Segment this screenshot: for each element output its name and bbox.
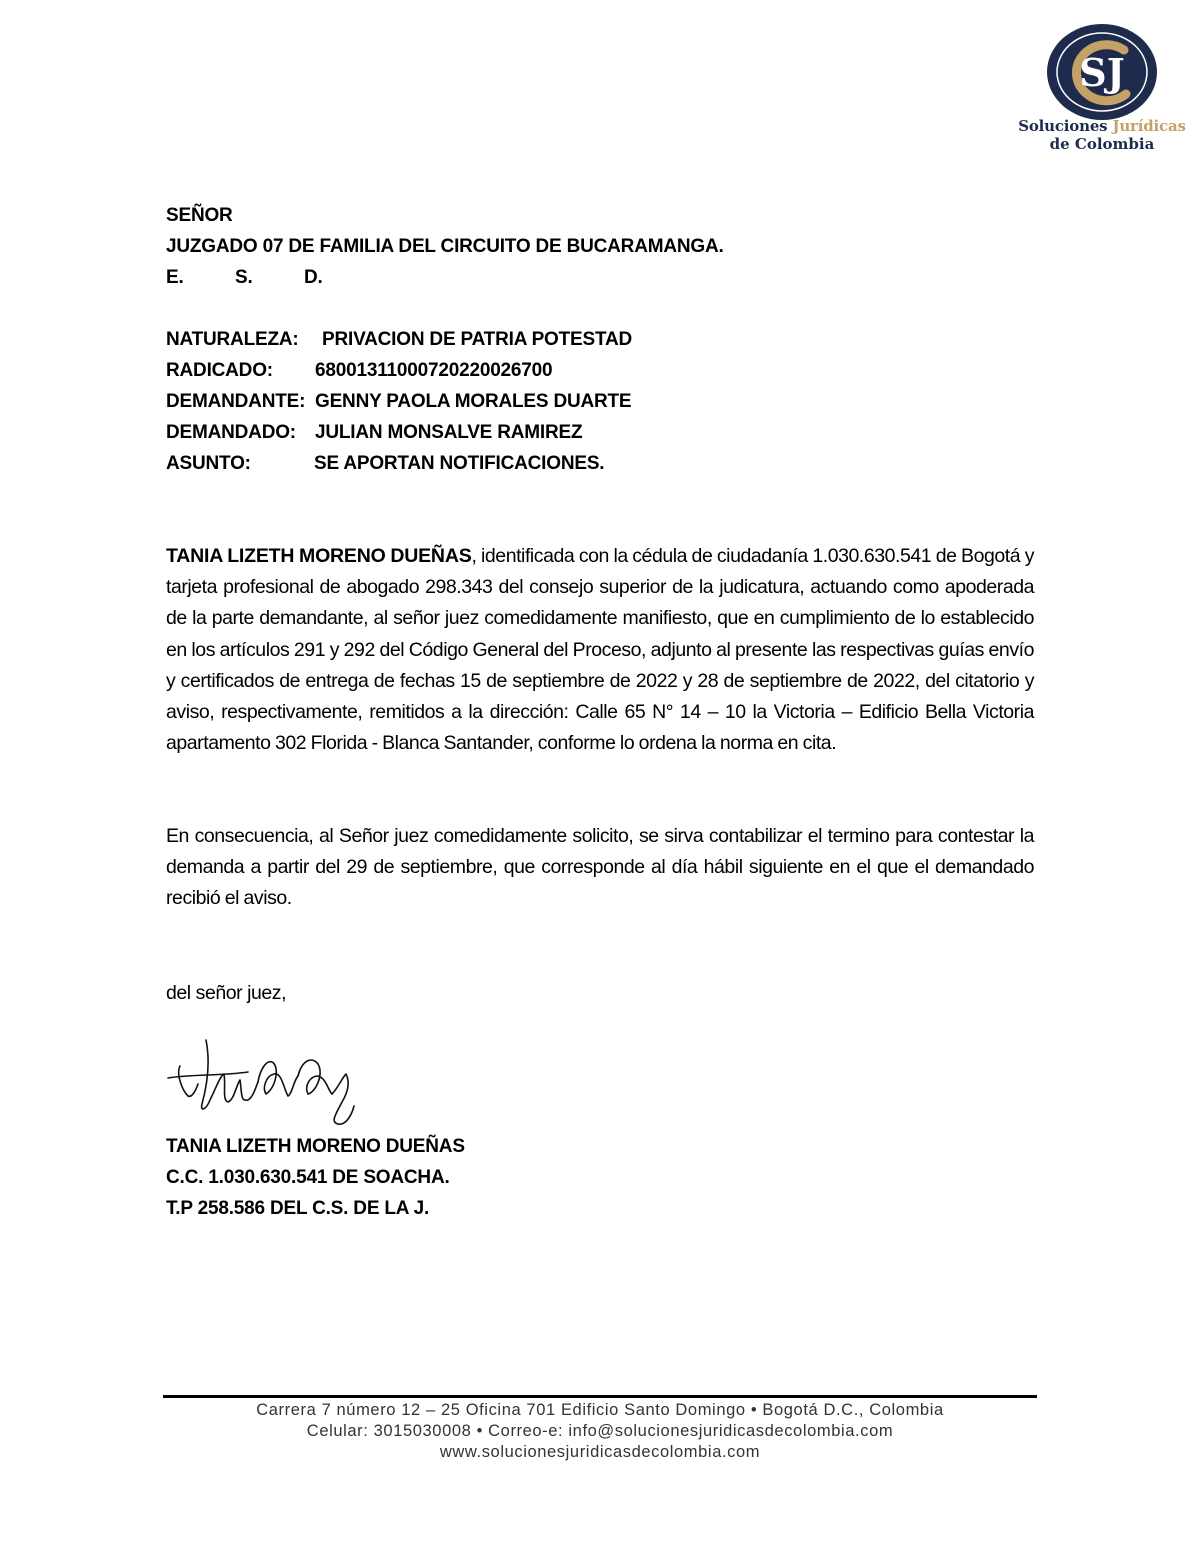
case-row-demandante: DEMANDANTE: GENNY PAOLA MORALES DUARTE [166,391,632,412]
footer-contact: Celular: 3015030008 • Correo-e: info@solucionesjuridicasdecolombia.com [306,1422,894,1440]
case-row-naturaleza: NATURALEZA: PRIVACION DE PATRIA POTESTAD [166,329,633,350]
footer-divider [163,1395,1037,1398]
case-row-asunto: ASUNTO: SE APORTAN NOTIFICACIONES. [166,453,605,474]
logo-name-line1: Soluciones Jurídicas [1018,117,1186,135]
company-logo [1010,14,1194,164]
body-paragraph-2: En consecuencia, al Señor juez comedidamente solicito, se sirva contabilizar el termino para contestar la demanda a partir del 29 de septiembre, que corresponde al día hábil siguiente en el que el demandado recibió el aviso. [166,825,1034,910]
case-row-radicado: RADICADO: 68001311000720220026700 [166,360,553,381]
sj-monogram-icon [1046,22,1158,122]
case-details [166,324,1066,479]
signatory-block [166,1131,465,1224]
signatory-name: TANIA LIZETH MORENO DUEÑAS [166,1136,465,1157]
handwritten-signature [162,1030,372,1135]
attorney-name: TANIA LIZETH MORENO DUEÑAS [166,545,472,567]
signatory-license: T.P 258.586 DEL C.S. DE LA J. [166,1198,430,1219]
addressee-esd: E. S. D. [166,267,323,288]
paragraph-1-text: , identificada con la cédula de ciudadanía 1.030.630.541 de Bogotá y tarjeta profesional de abogado 298.343 del consejo superior de la judicatura, actuando como apoderada de la parte demandante, al señor juez comedidamente manifiesto, que en cumplimiento de lo establecido en los artículos 291 y 292 del Código General del Proceso, adjunto al presente las respectivas guías envío y certificados de entrega de fechas 15 de septiembre de 2022 y 28 de septiembre de 2022, del citatorio y aviso, respectivamente, remitidos a la dirección: Calle 65 N° 14 – 10 la Victoria – Edificio Bella Victoria apartamento 302 Florida - Blanca Santander, conforme lo ordena la norma en cita. [166,545,1035,755]
svg-text:SJ: SJ [1079,50,1125,95]
case-row-demandado: DEMANDADO: JULIAN MONSALVE RAMIREZ [166,422,583,443]
closing-salutation: del señor juez, [166,982,287,1004]
logo-name-line2: de Colombia [1049,135,1155,153]
signatory-id: C.C. 1.030.630.541 DE SOACHA. [166,1167,450,1188]
body-paragraph-1 [166,541,1034,759]
footer-address: Carrera 7 número 12 – 25 Oficina 701 Edificio Santo Domingo • Bogotá D.C., Colombia [256,1401,944,1419]
footer-website: www.solucionesjuridicasdecolombia.com [439,1443,761,1461]
addressee-salutation: SEÑOR [166,205,233,226]
addressee-court: JUZGADO 07 DE FAMILIA DEL CIRCUITO DE BUCARAMANGA. [166,236,724,257]
addressee-block [166,200,1066,293]
